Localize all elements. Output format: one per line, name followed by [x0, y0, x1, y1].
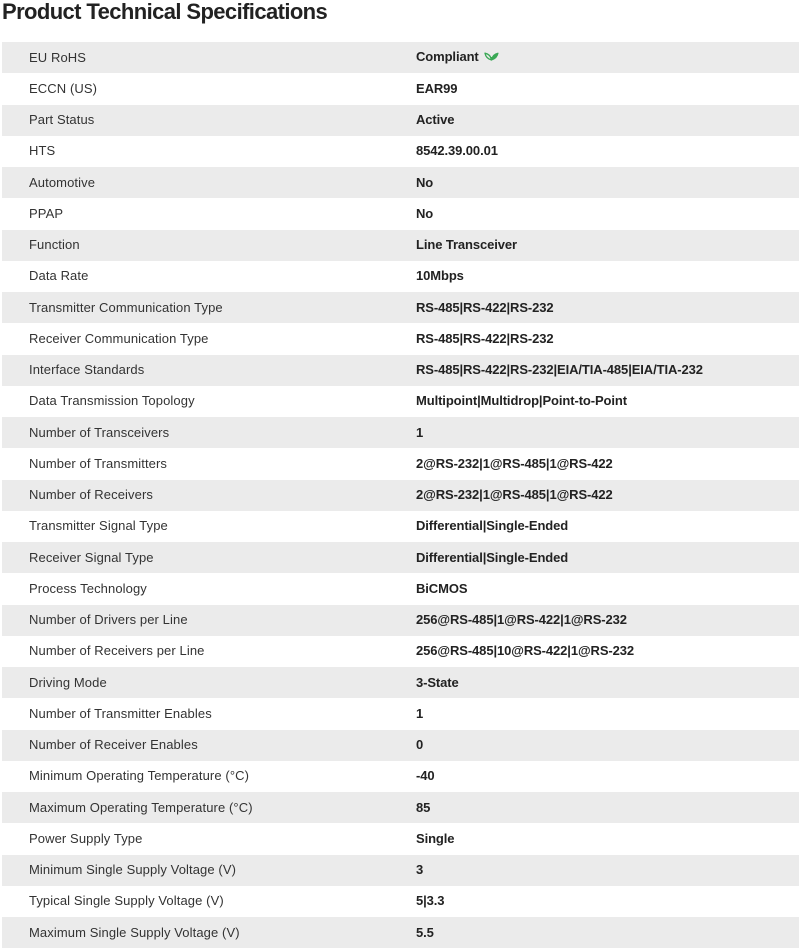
spec-table-body — [2, 42, 799, 948]
spec-label: Maximum Operating Temperature (°C) — [29, 799, 253, 815]
spec-label: Transmitter Communication Type — [29, 299, 223, 315]
table-row — [2, 855, 799, 886]
spec-label: ECCN (US) — [29, 80, 98, 96]
spec-label: Number of Transmitter Enables — [29, 705, 212, 721]
spec-label: HTS — [29, 143, 56, 159]
spec-value-cell — [416, 667, 799, 698]
spec-label: Typical Single Supply Voltage (V) — [29, 893, 224, 909]
table-row — [2, 511, 799, 542]
spec-value-cell — [416, 105, 799, 136]
spec-label: Number of Drivers per Line — [29, 612, 188, 628]
spec-value: Differential|Single-Ended — [416, 518, 569, 534]
table-row — [2, 823, 799, 854]
spec-label: Number of Transmitters — [29, 455, 168, 471]
table-row — [2, 198, 799, 229]
spec-label: Minimum Operating Temperature (°C) — [29, 768, 250, 784]
spec-label: EU RoHS — [29, 49, 87, 65]
spec-value: RS-485|RS-422|RS-232 — [416, 299, 554, 315]
spec-value: BiCMOS — [416, 580, 468, 596]
table-row — [2, 230, 799, 261]
spec-value-cell — [416, 73, 799, 104]
spec-value: 10Mbps — [416, 268, 464, 284]
table-row — [2, 886, 799, 917]
table-row — [2, 73, 799, 104]
table-row — [2, 42, 799, 73]
spec-value-cell — [416, 386, 799, 417]
spec-value: 1 — [416, 705, 424, 721]
spec-label: Number of Receivers — [29, 487, 153, 503]
spec-value-cell — [416, 136, 799, 167]
spec-value-cell — [416, 261, 799, 292]
page-title: Product Technical Specifications — [2, 0, 328, 24]
spec-label: Interface Standards — [29, 362, 145, 378]
table-row — [2, 698, 799, 729]
spec-value: 3 — [416, 862, 424, 878]
table-row — [2, 542, 799, 573]
spec-value-cell — [416, 198, 799, 229]
spec-value: No — [416, 205, 434, 221]
table-row — [2, 573, 799, 604]
spec-label: Function — [29, 237, 80, 253]
spec-value-cell — [416, 480, 799, 511]
spec-value-cell — [416, 792, 799, 823]
table-row — [2, 261, 799, 292]
spec-value: 256@RS-485|1@RS-422|1@RS-232 — [416, 612, 627, 628]
spec-label: Receiver Signal Type — [29, 549, 154, 565]
spec-value: RS-485|RS-422|RS-232|EIA/TIA-485|EIA/TIA-232 — [416, 362, 703, 378]
spec-label: Automotive — [29, 174, 96, 190]
table-row — [2, 792, 799, 823]
spec-value: Multipoint|Multidrop|Point-to-Point — [416, 393, 627, 409]
spec-value: 2@RS-232|1@RS-485|1@RS-422 — [416, 455, 613, 471]
spec-table — [2, 42, 799, 948]
spec-label: Process Technology — [29, 580, 147, 596]
spec-value-cell — [416, 855, 799, 886]
spec-value-cell — [416, 605, 799, 636]
spec-label: Number of Receiver Enables — [29, 737, 198, 753]
spec-value-cell — [416, 573, 799, 604]
table-row — [2, 730, 799, 761]
spec-value-cell — [416, 886, 799, 917]
table-row — [2, 480, 799, 511]
spec-value-cell — [416, 761, 799, 792]
spec-label: PPAP — [29, 205, 64, 221]
spec-value-cell — [416, 323, 799, 354]
spec-label: Data Transmission Topology — [29, 393, 195, 409]
spec-value: 0 — [416, 737, 424, 753]
spec-value-cell — [416, 542, 799, 573]
table-row — [2, 761, 799, 792]
spec-label: Data Rate — [29, 268, 89, 284]
table-row — [2, 448, 799, 479]
table-row — [2, 105, 799, 136]
table-row — [2, 386, 799, 417]
table-row — [2, 417, 799, 448]
spec-label: Power Supply Type — [29, 830, 143, 846]
table-row — [2, 917, 799, 948]
spec-value: EAR99 — [416, 80, 458, 96]
spec-value: Compliant — [416, 49, 479, 65]
spec-value-cell — [416, 292, 799, 323]
spec-value: Line Transceiver — [416, 237, 518, 253]
spec-value: Single — [416, 830, 455, 846]
table-row — [2, 323, 799, 354]
spec-value-cell — [416, 230, 799, 261]
table-row — [2, 355, 799, 386]
table-row — [2, 636, 799, 667]
spec-label: Part Status — [29, 112, 95, 128]
spec-value: 5.5 — [416, 924, 434, 940]
spec-value: 85 — [416, 799, 431, 815]
spec-label: Number of Receivers per Line — [29, 643, 205, 659]
spec-value-cell — [416, 417, 799, 448]
spec-value: -40 — [416, 768, 435, 784]
spec-value-cell — [416, 917, 799, 948]
spec-label: Number of Transceivers — [29, 424, 170, 440]
table-row — [2, 136, 799, 167]
spec-value: No — [416, 174, 434, 190]
spec-value-cell — [416, 823, 799, 854]
spec-value: Differential|Single-Ended — [416, 549, 569, 565]
spec-value: 256@RS-485|10@RS-422|1@RS-232 — [416, 643, 635, 659]
spec-value-cell — [416, 698, 799, 729]
spec-value: 5|3.3 — [416, 893, 445, 909]
spec-label: Maximum Single Supply Voltage (V) — [29, 924, 240, 940]
table-row — [2, 292, 799, 323]
spec-value: Active — [416, 112, 455, 128]
spec-label: Driving Mode — [29, 674, 107, 690]
spec-value: 2@RS-232|1@RS-485|1@RS-422 — [416, 487, 613, 503]
table-row — [2, 167, 799, 198]
spec-label: Minimum Single Supply Voltage (V) — [29, 862, 237, 878]
spec-value-cell — [416, 448, 799, 479]
spec-label: Transmitter Signal Type — [29, 518, 168, 534]
spec-value-cell — [416, 42, 799, 73]
leaf-icon — [484, 49, 499, 65]
spec-value-cell — [416, 167, 799, 198]
spec-value: 1 — [416, 424, 424, 440]
spec-value: 3-State — [416, 674, 459, 690]
table-row — [2, 605, 799, 636]
spec-value-cell — [416, 636, 799, 667]
spec-value-cell — [416, 730, 799, 761]
table-row — [2, 667, 799, 698]
spec-value-cell — [416, 355, 799, 386]
spec-value: 8542.39.00.01 — [416, 143, 498, 159]
spec-value: RS-485|RS-422|RS-232 — [416, 330, 554, 346]
spec-label: Receiver Communication Type — [29, 330, 209, 346]
spec-value-cell — [416, 511, 799, 542]
